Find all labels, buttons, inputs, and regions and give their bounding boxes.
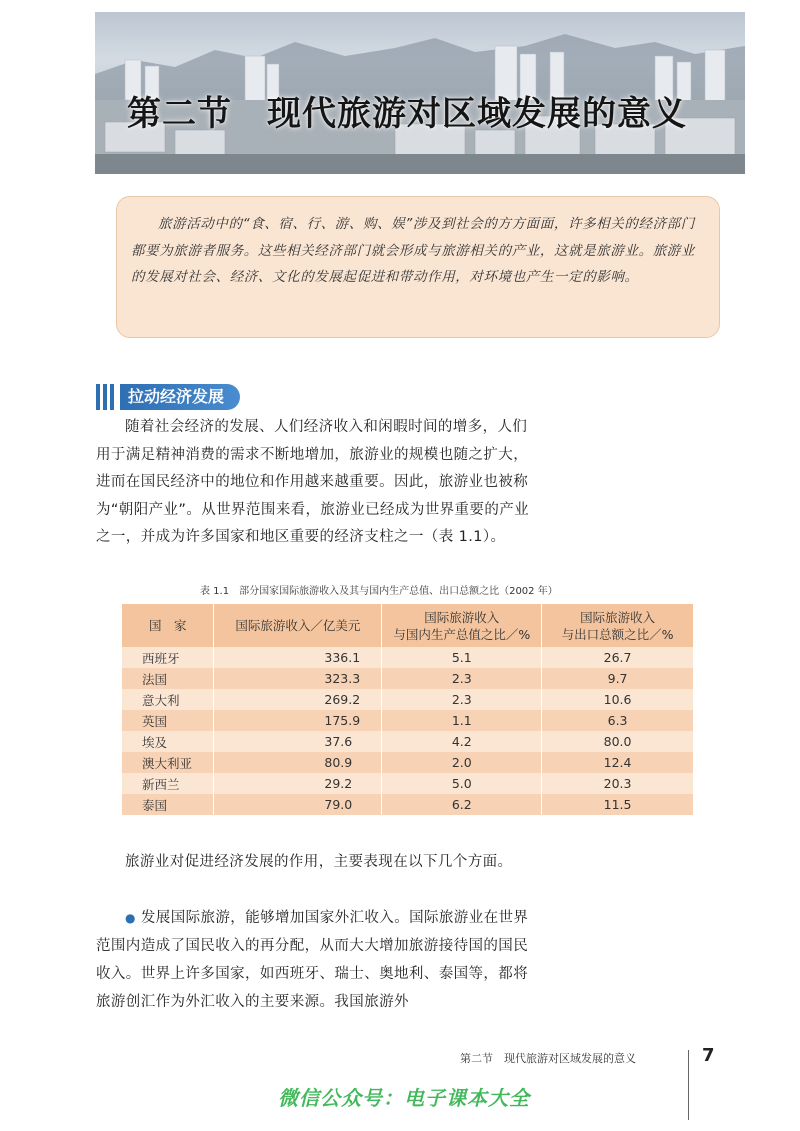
running-footer: 第二节 现代旅游对区域发展的意义: [460, 1052, 636, 1065]
watermark-text: 微信公众号：电子课本大全: [278, 1086, 530, 1110]
value-cell: 79.0: [214, 794, 382, 815]
value-cell: 11.5: [542, 794, 694, 815]
table-row: [122, 668, 694, 689]
table-header-cell: 国际旅游收入 与出口总额之比／%: [542, 604, 694, 647]
value-cell: 80.0: [542, 731, 694, 752]
section-bars-icon: [96, 384, 118, 410]
value-cell: 2.3: [382, 689, 542, 710]
value-cell: 175.9: [214, 710, 382, 731]
value-cell: 6.3: [542, 710, 694, 731]
value-cell: 20.3: [542, 773, 694, 794]
section-heading: [96, 382, 266, 412]
table-body: [122, 647, 694, 815]
paragraph-bullet-text: 发展国际旅游，能够增加国家外汇收入。国际旅游业在世界范围内造成了国民收入的再分配，从而大大增加旅游接待国的国民收入。世界上许多国家，如西班牙、瑞士、奥地利、泰国等，都将旅游创汇作为外汇收入的主要来源。我国旅游外: [96, 910, 529, 1010]
value-cell: 12.4: [542, 752, 694, 773]
table-row: [122, 731, 694, 752]
country-cell: 法国: [122, 668, 214, 689]
section-heading-label: 拉动经济发展: [120, 384, 240, 410]
table-row: [122, 794, 694, 815]
table-row: [122, 773, 694, 794]
value-cell: 323.3: [214, 668, 382, 689]
country-cell: 新西兰: [122, 773, 214, 794]
value-cell: 5.0: [382, 773, 542, 794]
chapter-banner: [95, 12, 745, 174]
value-cell: 26.7: [542, 647, 694, 668]
value-cell: 2.0: [382, 752, 542, 773]
country-cell: 澳大利亚: [122, 752, 214, 773]
table-row: [122, 689, 694, 710]
paragraph-intro-economy: 随着社会经济的发展、人们经济收入和闲暇时间的增多，人们用于满足精神消费的需求不断地增加，旅游业的规模也随之扩大，进而在国民经济中的地位和作用越来越重要。因此，旅游业也被称为“朝阳产业”。从世界范围来看，旅游业已经成为世界重要的产业之一，并成为许多国家和地区重要的经济支柱之一（表 1.1）。: [96, 419, 530, 545]
table-row: [122, 752, 694, 773]
page-number: 7: [702, 1045, 715, 1066]
tourism-income-table: [122, 604, 694, 815]
bullet-icon: ●: [125, 911, 136, 925]
value-cell: 37.6: [214, 731, 382, 752]
table-row: [122, 710, 694, 731]
value-cell: 269.2: [214, 689, 382, 710]
value-cell: 80.9: [214, 752, 382, 773]
value-cell: 4.2: [382, 731, 542, 752]
intro-text: 旅游活动中的“食、宿、行、游、购、娱”涉及到社会的方方面面，许多相关的经济部门都要为旅游者服务。这些相关经济部门就会形成与旅游相关的产业，这就是旅游业。旅游业的发展对社会、经济、文化的发展起促进和带动作用，对环境也产生一定的影响。: [131, 216, 695, 285]
paragraph-bullet-foreign-exchange: [96, 904, 536, 1016]
value-cell: 9.7: [542, 668, 694, 689]
value-cell: 5.1: [382, 647, 542, 668]
table-header-cell: 国际旅游收入 与国内生产总值之比／%: [382, 604, 542, 647]
table-header-row: [122, 604, 694, 647]
value-cell: 2.3: [382, 668, 542, 689]
intro-box: [116, 196, 720, 338]
country-cell: 英国: [122, 710, 214, 731]
table-caption: 表 1.1 部分国家国际旅游收入及其与国内生产总值、出口总额之比（2002 年）: [200, 586, 558, 597]
value-cell: 10.6: [542, 689, 694, 710]
country-cell: 西班牙: [122, 647, 214, 668]
paragraph-aspects: 旅游业对促进经济发展的作用，主要表现在以下几个方面。: [125, 854, 513, 870]
value-cell: 1.1: [382, 710, 542, 731]
country-cell: 泰国: [122, 794, 214, 815]
footer-divider: [688, 1050, 689, 1120]
value-cell: 6.2: [382, 794, 542, 815]
table-row: [122, 647, 694, 668]
value-cell: 29.2: [214, 773, 382, 794]
value-cell: 336.1: [214, 647, 382, 668]
chapter-title: 第二节 现代旅游对区域发展的意义: [127, 94, 687, 134]
table-header-cell: 国际旅游收入／亿美元: [214, 604, 382, 647]
country-cell: 埃及: [122, 731, 214, 752]
country-cell: 意大利: [122, 689, 214, 710]
table-header-cell: 国 家: [122, 604, 214, 647]
